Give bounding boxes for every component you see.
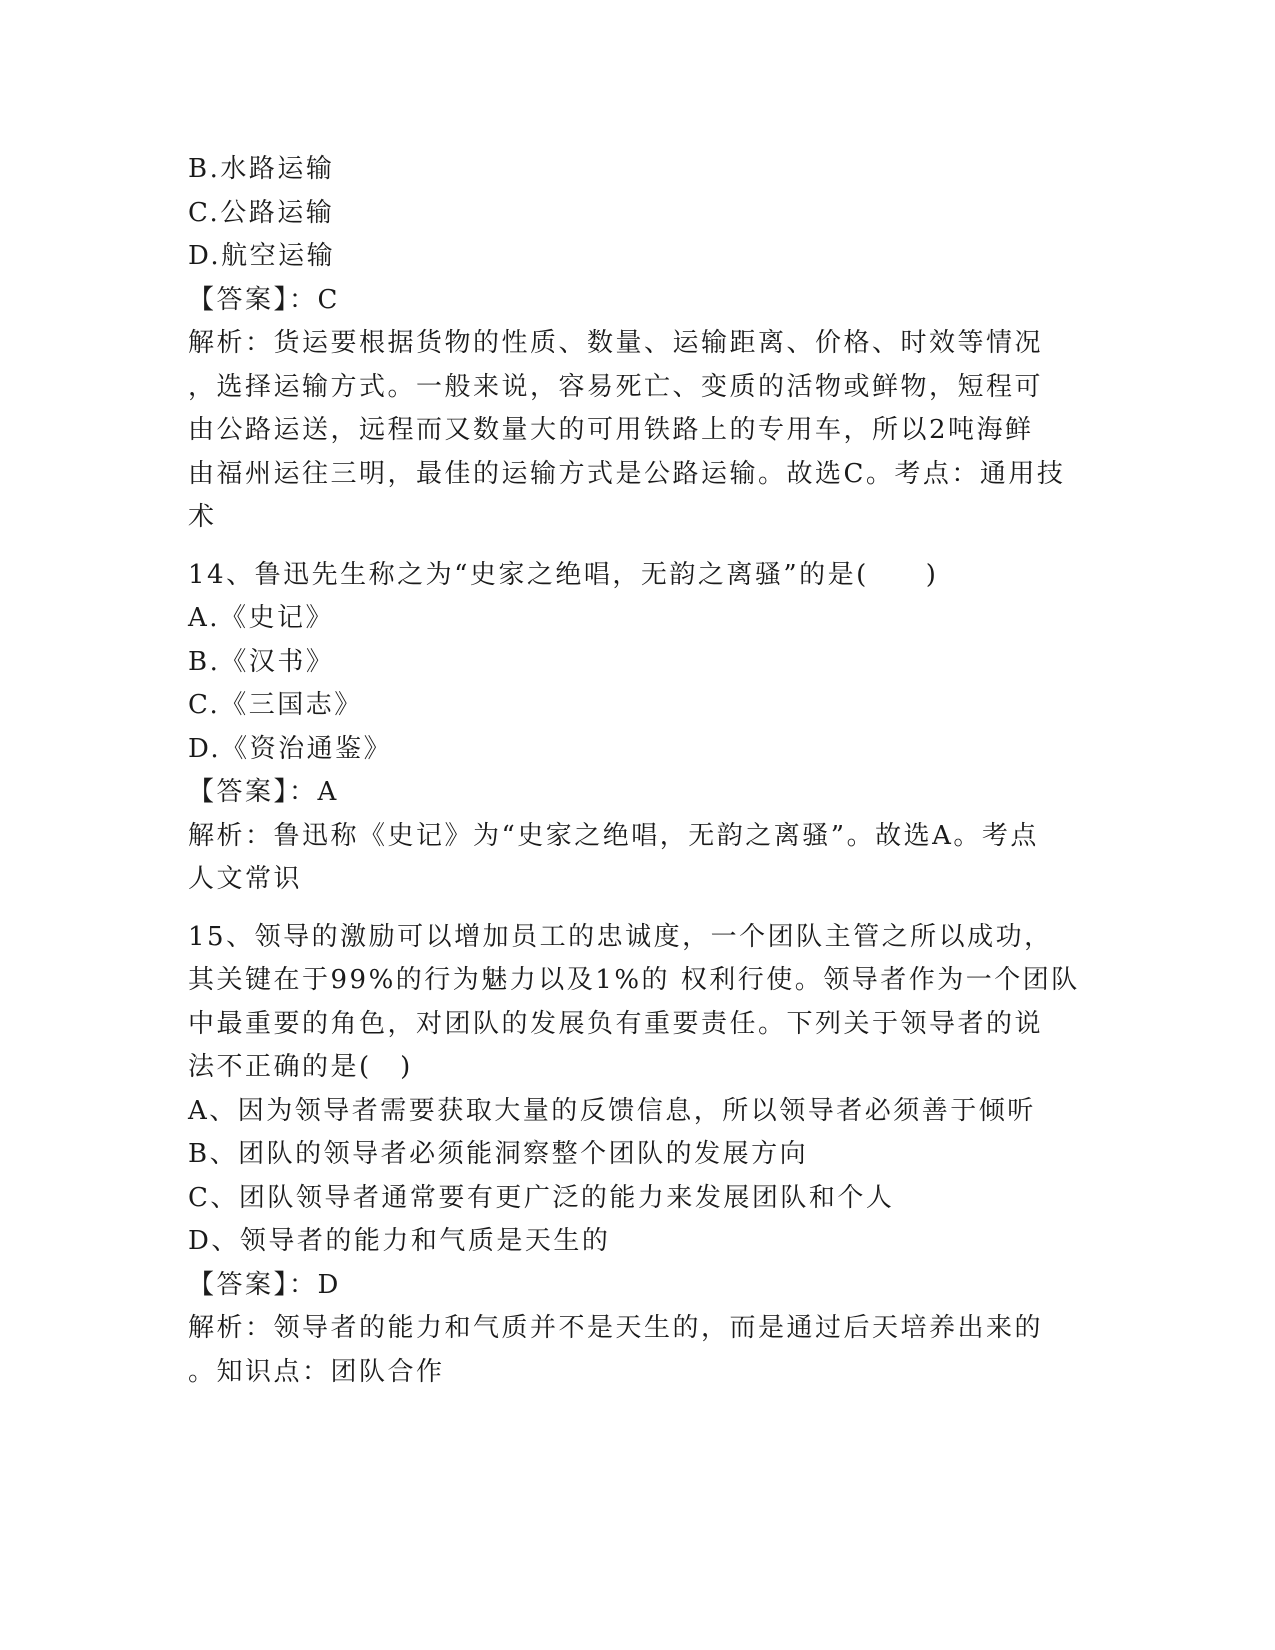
analysis-line: 人文常识 xyxy=(188,864,303,894)
question-stem: 14、鲁迅先生称之为“史家之绝唱，无韵之离骚”的是( ) xyxy=(188,559,939,590)
analysis-line: 。知识点：团队合作 xyxy=(188,1356,445,1387)
question-14 xyxy=(188,554,1088,902)
question-stem: 其关键在于99%的行为魅力以及1%的 权利行使。领导者作为一个团队 xyxy=(188,965,1080,995)
analysis-line: 解析：领导者的能力和气质并不是天生的，而是通过后天培养出来的 xyxy=(188,1313,1044,1343)
question-13-continuation xyxy=(188,148,1088,540)
option-b: B、团队的领导者必须能洞察整个团队的发展方向 xyxy=(188,1139,809,1169)
analysis-line: 由福州运往三明，最佳的运输方式是公路运输。故选C。考点：通用技 xyxy=(188,458,1066,489)
analysis-line: ，选择运输方式。一般来说，容易死亡、变质的活物或鲜物，短程可 xyxy=(188,371,1044,402)
analysis-line: 由公路运送，远程而又数量大的可用铁路上的专用车，所以2吨海鲜 xyxy=(188,415,1034,445)
question-stem: 15、领导的激励可以增加员工的忠诚度，一个团队主管之所以成功， xyxy=(188,921,1053,952)
option-a: A、因为领导者需要获取大量的反馈信息，所以领导者必须善于倾听 xyxy=(188,1095,1036,1126)
question-15 xyxy=(188,916,1088,1395)
answer-line: 【答案】：A xyxy=(188,777,339,807)
analysis-line: 解析：货运要根据货物的性质、数量、运输距离、价格、时效等情况 xyxy=(188,328,1044,358)
question-stem: 中最重要的角色，对团队的发展负有重要责任。下列关于领导者的说 xyxy=(188,1008,1044,1039)
option-b: B.水路运输 xyxy=(188,154,335,184)
option-a: A.《史记》 xyxy=(188,603,335,633)
analysis-line: 术 xyxy=(188,502,217,532)
option-c: C.《三国志》 xyxy=(188,690,363,720)
answer-line: 【答案】：C xyxy=(188,284,340,315)
option-d: D.航空运输 xyxy=(188,241,336,271)
document-page xyxy=(188,148,1088,1394)
option-d: D、领导者的能力和气质是天生的 xyxy=(188,1226,611,1256)
question-stem: 法不正确的是( ) xyxy=(188,1052,413,1082)
option-c: C.公路运输 xyxy=(188,197,335,228)
analysis-line: 解析：鲁迅称《史记》为“史家之绝唱，无韵之离骚”。故选A。考点 xyxy=(188,820,1039,851)
option-d: D.《资治通鉴》 xyxy=(188,733,393,764)
question-gap xyxy=(188,540,1088,554)
answer-line: 【答案】：D xyxy=(188,1269,341,1300)
option-c: C、团队领导者通常要有更广泛的能力来发展团队和个人 xyxy=(188,1182,895,1213)
question-gap xyxy=(188,902,1088,916)
option-b: B.《汉书》 xyxy=(188,646,335,677)
